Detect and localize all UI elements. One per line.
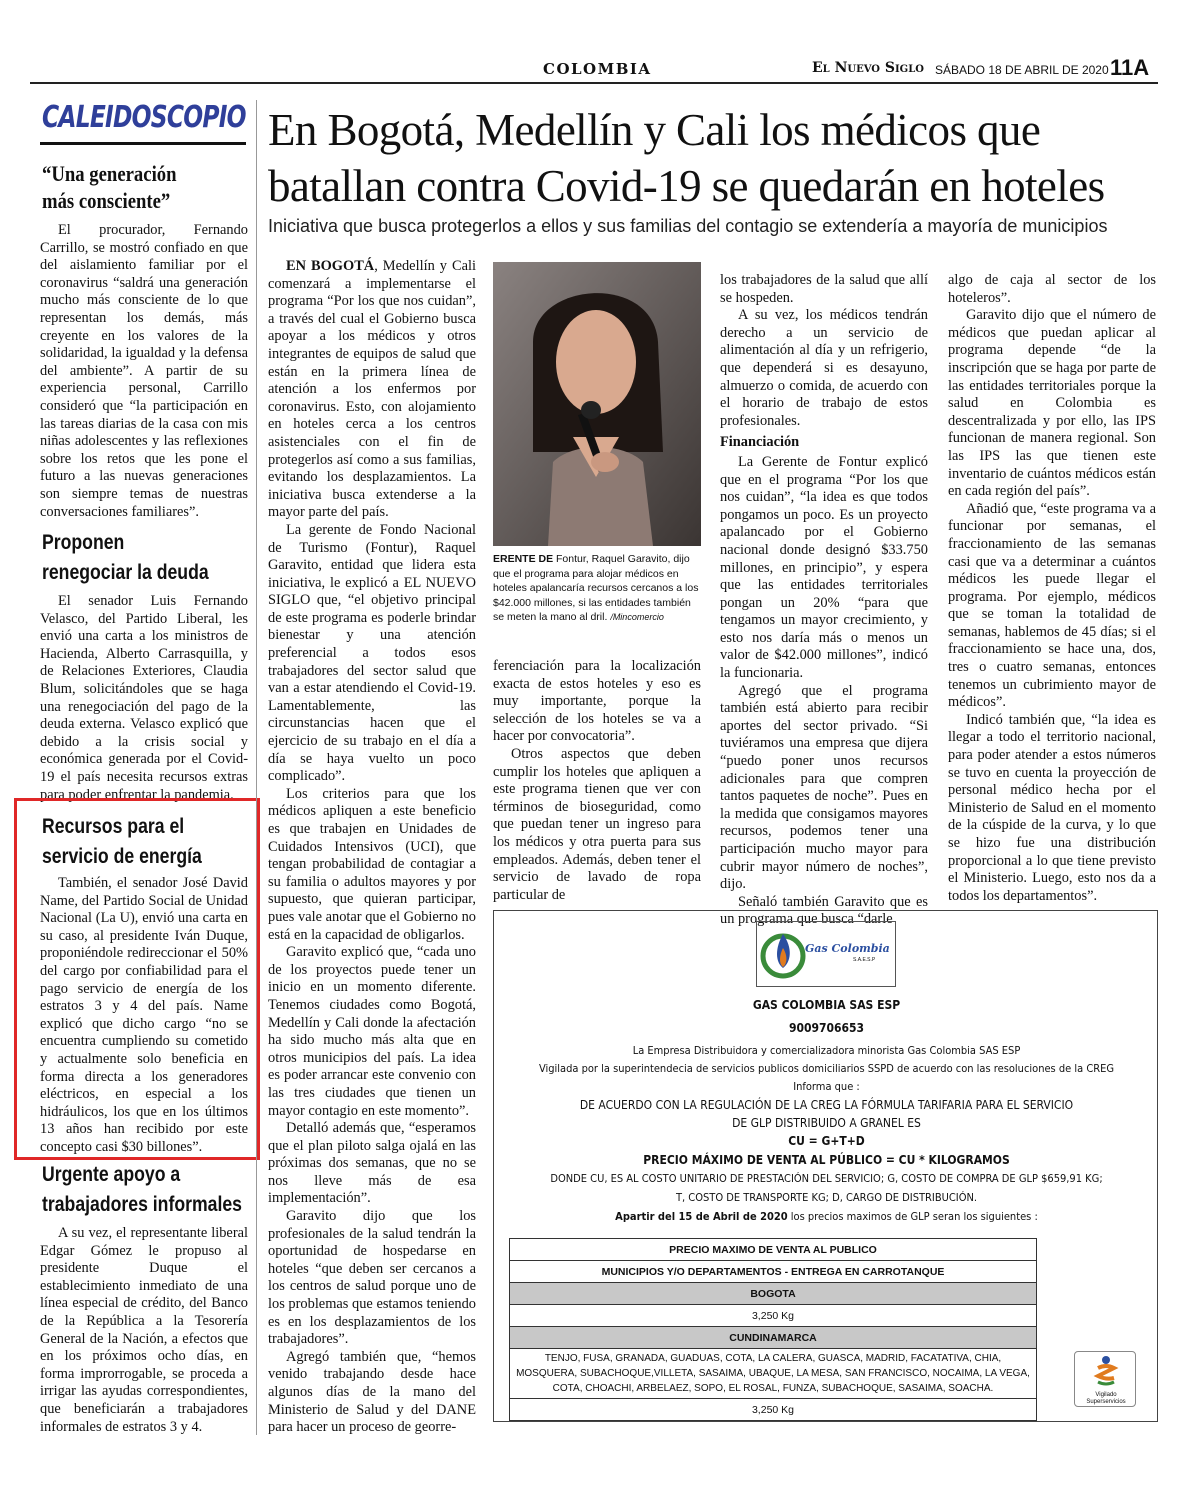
item-1-title-line1: “Una generación <box>42 161 177 186</box>
article-col-4: algo de caja al sector de los hoteleros”. Garavito dijo que el número de médicos que puedan aplicar al programa depende “de la inscripción que se haga por parte de las entidades territoriales porque la salud en Colombia es descentralizada y por ello, las IPS funcionan de manera regional. Son las IPS las que tienen este inventario de cuántos médicos están en cada región del país”. Añadió que, “este programa va a funcionar por semanas, el fraccionamiento de las semanas casi que va a determinar a cuántos médicos les puede llegar el programa. Por ejemplo, médicos que se toman la totalidad de semanas, hablemos de 45 días; si el fraccionamiento se hace una, dos, tres o cuatro semanas, entonces tenemos un cubrimiento mayor de médicos”. Indicó también que, “la idea es llegar a todo el territorio nacional, para poder atender a estos números se tuvo en cuenta la proyección de personal médico hecha por el Ministerio de Salud en el momento de la cúspide de la curva, y lo que se hizo fue una distribución proporcional a lo que tiene previsto el Ministerio. Luego, esto nos da a todos los departamentos”. <box>948 272 1156 904</box>
photo-credit: /Mincomercio <box>610 612 664 622</box>
item-3-body: También, el senador José David Name, del Partido Social de Unidad Nacional (La U), envió una carta en su caso, al presidente Iván Duque, proponiéndole redireccionar el 50% del cargo por confiabilidad para el pago servicio de energía de los estratos 3 y 4 del país. Name explicó que dicho cargo “no se encuentra cumpliendo su cometido y actualmente solo beneficia en forma directa a los generadores eléctricos, en especial a los hidráulicos, los que en los últimos 13 años han recibido por este concepto casi $30 billones”. <box>40 875 248 1155</box>
ad-line-1: La Empresa Distribuidora y comercializadora minorista Gas Colombia SAS ESP <box>632 1044 1021 1057</box>
ad-price-formula: PRECIO MÁXIMO DE VENTA AL PÚBLICO = CU * KILOGRAMOS <box>643 1153 1010 1167</box>
vigilado-text: Vigilado Superservicios <box>1086 1392 1126 1405</box>
item-2-title-line2: renegociar la deuda <box>42 561 209 584</box>
table-header-1: PRECIO MAXIMO DE VENTA AL PUBLICO <box>510 1239 1037 1261</box>
ad-formula: CU = G+T+D <box>788 1134 865 1148</box>
woman-speaking-photo <box>493 262 701 546</box>
ad-company: GAS COLOMBIA SAS ESP <box>752 998 901 1012</box>
item-2-title-line1: Proponen <box>42 531 125 554</box>
flame-logo-icon <box>757 922 897 988</box>
ad-apartir: Apartir del 15 de Abril de 2020 los precios maximos de GLP seran los siguientes : <box>615 1210 1038 1223</box>
item-2-body: El senador Luis Fernando Velasco, del Partido Liberal, les envió una carta a los ministros de Hacienda, Alberto Carrasquilla, y de Relaciones Exteriores, Claudia Blum, solicitándoles que se haga una renegociación del pago de la deuda externa. Velasco explicó que debido a la crisis social y económica generada por el Covid-19 el país necesita recursos extras para poder enfrentar la pandemia. <box>40 593 248 803</box>
table-row-municipios: TENJO, FUSA, GRANADA, GUADUAS, COTA, LA CALERA, GUASCA, MADRID, FACATATIVA, CHIA, MOSQUERA, SUBACHOQUE,VILLETA, SASAIMA, UBAQUE, LA MESA, SAN FRANCISCO, NOCAIMA, LA VEGA, COTA, CHOACHI, ARBELAEZ, SOPO, EL ROSAL, FUNZA, SUBACHOQUE, SASAIMA, SOACHA. <box>510 1349 1037 1399</box>
ad-definition-1: DONDE CU, ES AL COSTO UNITARIO DE PRESTACIÓN DEL SERVICIO; G, COSTO DE COMPRA DE GLP $659,91 KG; <box>550 1172 1103 1185</box>
article-col-3: los trabajadores de la salud que allí se hospeden. A su vez, los médicos tendrán derecho a un servicio de alimentación al día y un refrigerio, que dependerá si es desayuno, almuerzo o comida, de acuerdo con el horario de trabajo de estos profesionales. Financiación La Gerente de Fontur explicó que en el programa “Por los que nos cuidan”, “la idea es que todos pongamos un poco. Es un proyecto apalancado por el Gobierno nacional donde designó $33.750 millones, en principio”, y espera que las entidades territoriales pongan un 20% “para que tengamos un mayor crecimiento, y esto nos daría más o menos un valor de $42.000 millones”, indicó la funcionaria. Agregó que el programa también está abierto para recibir aportes del sector privado. “Si tuviéramos una empresa que dijera “puedo poner unos recursos adicionales para que compren tantos paquetes de noche”. Pues en la medida que consigamos mayores recursos, podemos tener una participación mucho mayor para cubrir mayor número de noches”, dijo. Señaló también Garavito que es un programa que busca “darle <box>720 272 928 928</box>
ad-definition-2: T, COSTO DE TRANSPORTE KG; D, CARGO DE DISTRIBUCIÓN. <box>675 1191 978 1204</box>
article-subheadline: Iniciativa que busca protegerlos a ellos y sus familias del contagio se extendería a mayoría de municipios <box>268 216 1108 236</box>
ad-line-2: Vigilada por la superintendecia de servicios publicos domiciliarios SSPD de acuerdo con las resoluciones de la CREG <box>538 1062 1115 1075</box>
newspaper-name: El Nuevo Siglo <box>812 60 924 76</box>
table-row-bogota-price: 3,250 Kg <box>510 1305 1037 1327</box>
item-4-body: A su vez, el representante liberal Edgar Gómez le propuso al presidente Duque el establecimiento inmediato de una línea especial de crédito, del Banco de la República a la Tesorería General de la Nación, a efectos que en los próximos ocho días, en forma improrrogable, se proceda a irrigar las ayudas correspondientes, que beneficiarán a trabajadores informales de estratos 3 y 4. <box>40 1225 248 1435</box>
article-col-2: ferenciación para la localización exacta de estos hoteles y eso es muy importante, porque la selección de los hoteles se va a hacer por convocatoria”. Otros aspectos que deben cumplir los hoteles que apliquen a este programa tienen que ver con términos de bioseguridad, como que puedan tener un ingreso para los médicos y otra puerta para sus empleados. Además, deben tener el servicio de lavado de ropa particular de <box>493 658 701 903</box>
table-row-bogota: BOGOTA <box>510 1283 1037 1305</box>
logo-text: Gas Colombia <box>805 942 890 955</box>
photo-caption: ERENTE DE Fontur, Raquel Garavito, dijo que el programa para alojar médicos en hoteles apalancaría recursos cercanos a los $42.000 millones, si las entidades también se meten la mano al dril. /Mincomercio <box>493 553 699 623</box>
article-lead: EN BOGOTÁ <box>286 258 375 274</box>
issue-date: SÁBADO 18 DE ABRIL DE 2020 <box>935 63 1109 77</box>
ad-line-5: DE GLP DISTRIBUIDO A GRANEL ES <box>732 1116 921 1130</box>
gas-colombia-ad <box>493 910 1158 1422</box>
column-name: CALEIDOSCOPIO <box>42 100 246 135</box>
page-number: 11A <box>1110 55 1150 80</box>
section-name: COLOMBIA <box>543 60 652 78</box>
table-row-cundinamarca: CUNDINAMARCA <box>510 1327 1037 1349</box>
item-3-title-line2: servicio de energía <box>42 845 202 868</box>
ad-nit: 9009706653 <box>788 1021 865 1035</box>
vigilado-badge <box>1074 1351 1136 1407</box>
gas-colombia-logo <box>756 921 896 987</box>
item-3-title-line1: Recursos para el <box>42 815 185 838</box>
item-4-title-line2: trabajadores informales <box>42 1193 242 1216</box>
table-header-2: MUNICIPIOS Y/O DEPARTAMENTOS - ENTREGA EN CARROTANQUE <box>510 1261 1037 1283</box>
ad-line-4: DE ACUERDO CON LA REGULACIÓN DE LA CREG LA FÓRMULA TARIFARIA PARA EL SERVICIO <box>579 1098 1074 1112</box>
column-divider <box>256 100 257 1435</box>
table-row-cundinamarca-price: 3,250 Kg <box>510 1399 1037 1421</box>
column-rule <box>40 142 246 145</box>
header-rule <box>30 82 1158 84</box>
logo-subtext: S.A.E.S.P <box>853 957 876 963</box>
article-col-1: EN BOGOTÁ, Medellín y Cali comenzará a implementarse el programa “Por los que nos cuidan”, a través del cual el Gobierno busca apoyar a los médicos y otros integrantes de equipos de salud que están en la primera línea de atención a los enfermos por coronavirus. Esto, con alojamiento en hoteles cerca a los centros asistenciales con el fin de protegerlos así como a sus familias, evitando los desplazamientos. La iniciativa busca extenderse a la mayor parte del país. La gerente de Fondo Nacional de Turismo (Fontur), Raquel Garavito, entidad que lidera esta iniciativa, le explicó a EL NUEVO SIGLO que, “el objetivo principal de este programa es poderle brindar bienestar y una atención preferencial a todos esos trabajadores del sector salud que van a estar atendiendo el Covid-19. Lamentablemente, las circunstancias hacen que el ejercicio de su trabajo en el día a día se haya vuelto un poco complicado”. Los criterios para que los médicos apliquen a este beneficio es que trabajen en Unidades de Cuidados Intensivos (UCI), que tengan probabilidad de contagiar a su familia o adultos mayores y por supuesto, que quieran participar, pues vale anotar que el Gobierno no está en la capacidad de obligarlos. Garavito explicó que, “cada uno de los proyectos puede tener un inicio en un momento diferente. Tenemos ciudades como Bogotá, Medellín y Cali donde la afectación ha sido mucho más alta que en otros municipios del país. La idea es poder arrancar este convenio con las tres ciudades que tienen un mayor contagio en este momento”. Detalló además que, “esperamos que el plan piloto salga ojalá en las próximas dos semanas, que no se nos lleve más de esa implementación”. Garavito dijo que los profesionales de la salud tendrán la oportunidad de hospedarse en hoteles “que deben ser cercanos a los centros de salud porque uno de los problemas que estamos teniendo es en los desplazamientos de los trabajadores”. Agregó también que, “hemos venido trabajando desde hace algunos días de la mano del Ministerio de Salud y del DANE para hacer un proceso de georre- <box>268 258 476 1436</box>
item-4-title-line1: Urgente apoyo a <box>42 1163 181 1186</box>
item-1-title-line2: más consciente” <box>42 188 171 213</box>
superservicios-icon <box>1075 1352 1137 1392</box>
item-1-body: El procurador, Fernando Carrillo, se mostró confiado en que del aislamiento familiar por el coronavirus “saldrá una generación mucho más consciente de lo que representan los demás, más creyente en los valores de la solidaridad, la igualdad y la defensa del ambiente”. A partir de su experiencia personal, Carrillo consideró que “la participación en las tareas diarias de la casa con mis niñas adolescentes y las reflexiones sobre los retos que les pone el futuro a las nuevas generaciones son siempre temas de nuestras conversaciones familiares”. <box>40 222 248 520</box>
caption-lead: ERENTE DE <box>493 553 554 565</box>
ad-line-3: Informa que : <box>793 1080 860 1093</box>
article-headline: En Bogotá, Medellín y Cali los médicos que batallan contra Covid-19 se quedarán en hoteles <box>268 105 1105 211</box>
subhead-financiacion: Financiación <box>720 434 800 451</box>
article-photo <box>493 262 701 546</box>
price-table <box>509 1238 1037 1421</box>
